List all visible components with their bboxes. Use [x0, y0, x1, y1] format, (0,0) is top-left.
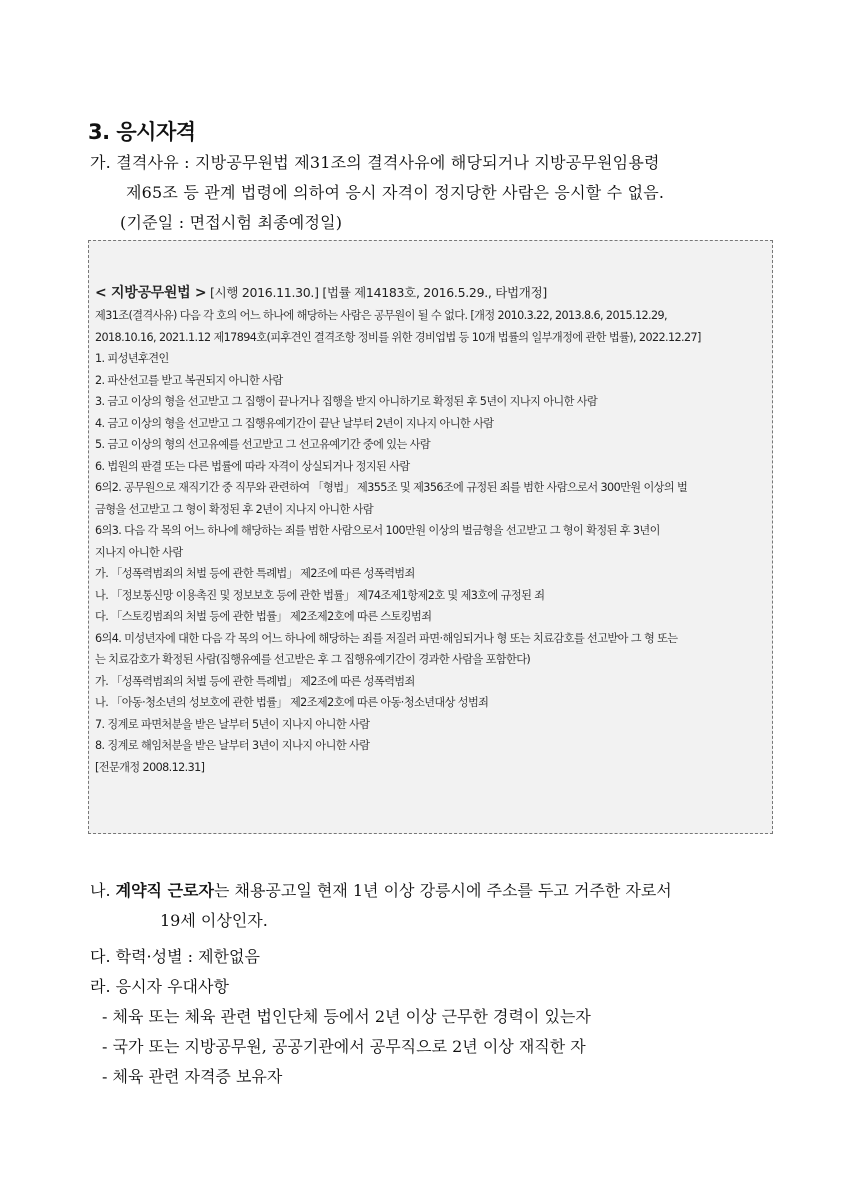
contract-worker-line-1: [90, 876, 790, 906]
law-meta: [시행 2016.11.30.] [법률 제14183호, 2016.5.29., 타법개정]: [210, 285, 547, 300]
contract-worker-term: 계약직 근로자: [115, 881, 214, 900]
law-line: 8. 징계로 해임처분을 받은 날부터 3년이 지나지 아니한 사람: [95, 739, 370, 752]
contract-condition: 는 채용공고일 현재 1년 이상 강릉시에 주소를 두고 거주한 자로서: [213, 881, 672, 900]
reference-date-note: (기준일 : 면접시험 최종예정일): [120, 213, 343, 232]
disqualification-line-1: 가. 결격사유 : 지방공무원법 제31조의 결격사유에 해당되거나 지방공무원임용령: [90, 153, 660, 172]
law-line: 나. 「정보통신망 이용촉진 및 정보보호 등에 관한 법률」 제74조제1항제2호 및 제3호에 규정된 죄: [95, 588, 545, 602]
law-line: 지나지 아니한 사람: [95, 545, 183, 559]
law-line: 1. 피성년후견인: [95, 352, 169, 365]
law-line: 제31조(결격사유) 다음 각 호의 어느 하나에 해당하는 사람은 공무원이 될 수 없다. [개정 2010.3.22, 2013.8.6, 2015.12.29,: [95, 309, 667, 322]
law-line: 나. 「아동·청소년의 성보호에 관한 법률」 제2조제2호에 따른 아동·청소년대상 성범죄: [95, 696, 489, 709]
law-title-line: [95, 281, 771, 305]
law-line: 5. 금고 이상의 형의 선고유예를 선고받고 그 선고유예기간 중에 있는 사람: [95, 438, 431, 451]
law-line: 는 치료감호가 확정된 사람(집행유예를 선고받은 후 그 집행유예기간이 경과한 사람을 포함한다): [95, 653, 531, 666]
law-line: 다. 「스토킹범죄의 처벌 등에 관한 법률」 제2조제2호에 따른 스토킹범죄: [95, 610, 432, 623]
law-line: 금형을 선고받고 그 형이 확정된 후 2년이 지나지 아니한 사람: [95, 502, 374, 516]
law-excerpt-content: [95, 281, 771, 778]
law-line: 4. 금고 이상의 형을 선고받고 그 집행유예기간이 끝난 날부터 2년이 지나지 아니한 사람: [95, 416, 494, 430]
preference-item: - 체육 또는 체육 관련 법인단체 등에서 2년 이상 근무한 경력이 있는자: [102, 1007, 591, 1026]
law-line: 7. 징계로 파면처분을 받은 날부터 5년이 지나지 아니한 사람: [95, 717, 370, 731]
lower-sections: [90, 876, 790, 1092]
law-line: 6의4. 미성년자에 대한 다음 각 목의 어느 하나에 해당하는 죄를 저질러 파면·해임되거나 형 또는 치료감호를 선고받아 그 형 또는: [95, 631, 678, 645]
law-line: 2. 파산선고를 받고 복권되지 아니한 사람: [95, 373, 283, 387]
education-gender-line: 다. 학력·성별 : 제한없음: [90, 947, 260, 966]
law-line: 가. 「성폭력범죄의 처벌 등에 관한 특례법」 제2조에 따른 성폭력범죄: [95, 567, 415, 580]
contract-worker-line-2: 19세 이상인자.: [160, 911, 268, 930]
preference-title: 라. 응시자 우대사항: [90, 977, 229, 996]
section-heading: 3. 응시자격: [88, 120, 196, 144]
law-name: < 지방공무원법 >: [95, 285, 207, 301]
law-line: 3. 금고 이상의 형을 선고받고 그 집행이 끝나거나 집행을 받지 아니하기로 확정된 후 5년이 지나지 아니한 사람: [95, 395, 598, 408]
law-line: 6. 법원의 판결 또는 다른 법률에 따라 자격이 상실되거나 정지된 사람: [95, 459, 410, 473]
law-line: 가. 「성폭력범죄의 처벌 등에 관한 특례법」 제2조에 따른 성폭력범죄: [95, 674, 415, 688]
disqualification-line-2: 제65조 등 관계 법령에 의하여 응시 자격이 정지당한 사람은 응시할 수 없음.: [126, 183, 665, 202]
preference-item: - 국가 또는 지방공무원, 공공기관에서 공무직으로 2년 이상 재직한 자: [102, 1037, 586, 1056]
law-line: 6의3. 다음 각 목의 어느 하나에 해당하는 죄를 범한 사람으로서 100만원 이상의 벌금형을 선고받고 그 형이 확정된 후 3년이: [95, 524, 660, 537]
law-line: 6의2. 공무원으로 재직기간 중 직무와 관련하여 「형법」 제355조 및 제356조에 규정된 죄를 범한 사람으로서 300만원 이상의 벌: [95, 481, 688, 494]
law-line: [전문개정 2008.12.31]: [95, 760, 205, 774]
law-excerpt-box: [88, 240, 773, 834]
law-line: 2018.10.16, 2021.1.12 제17894호(피후견인 결격조항 정비를 위한 경비업법 등 10개 법률의 일부개정에 관한 법률), 2022.12.27]: [95, 330, 701, 344]
preference-item: - 체육 관련 자격증 보유자: [102, 1067, 283, 1086]
contract-prefix: 나.: [90, 881, 116, 900]
